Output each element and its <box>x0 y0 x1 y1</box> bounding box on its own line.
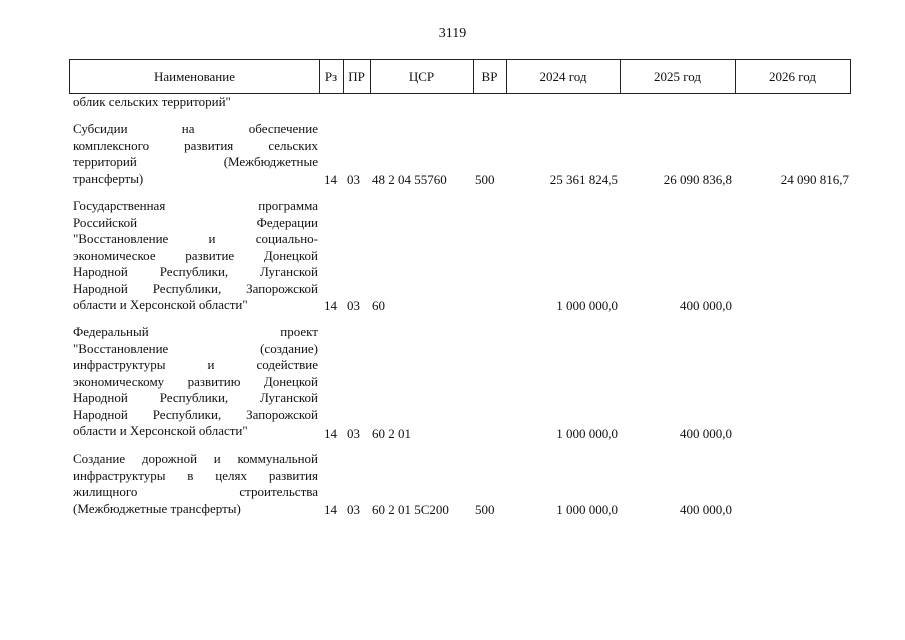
header-rz: Рз <box>324 69 338 84</box>
header-2026: 2026 год <box>769 69 816 84</box>
header-name: Наименование <box>154 69 235 84</box>
cell-pr: 03 <box>347 502 360 517</box>
cell-2025: 400 000,0 <box>680 502 732 517</box>
continuation-text: облик сельских территорий" <box>73 94 231 109</box>
cell-2025: 400 000,0 <box>680 298 732 313</box>
cell-2024: 1 000 000,0 <box>556 426 618 441</box>
header-vr: ВР <box>481 69 498 84</box>
row-name-line: Народной Республики, Луганской <box>73 264 318 279</box>
cell-rz: 14 <box>324 298 337 313</box>
row-name-line: территорий (Межбюджетные <box>73 154 318 169</box>
cell-rz: 14 <box>324 172 337 187</box>
row-name <box>73 451 318 517</box>
cell-csr: 60 2 01 <box>372 426 411 441</box>
cell-csr: 60 <box>372 298 385 313</box>
header-2024: 2024 год <box>539 69 587 84</box>
row-name <box>73 198 318 314</box>
table-header <box>69 59 851 94</box>
cell-pr: 03 <box>347 298 360 313</box>
cell-pr: 03 <box>347 172 360 187</box>
row-name-line: трансферты) <box>73 170 144 186</box>
cell-vr: 500 <box>475 172 495 187</box>
row-name-line: Народной Республики, Луганской <box>73 390 318 405</box>
row-name-line: Создание дорожной и коммунальной <box>73 451 318 466</box>
row-name-line: экономическому развитию Донецкой <box>73 373 318 389</box>
header-csr: ЦСР <box>408 69 435 84</box>
row-name-line: жилищного строительства <box>73 484 318 499</box>
row-name-line: экономическое развитие Донецкой <box>73 247 318 263</box>
cell-2026: 24 090 816,7 <box>780 172 849 187</box>
row-name-line: Федеральный проект <box>73 324 318 339</box>
cell-vr: 500 <box>475 502 495 517</box>
header-pr: ПР <box>348 69 365 84</box>
cell-csr: 48 2 04 55760 <box>372 172 447 187</box>
cell-2024: 1 000 000,0 <box>556 298 618 313</box>
cell-2024: 25 361 824,5 <box>549 172 618 187</box>
row-name-line: Российской Федерации <box>73 214 318 230</box>
row-name-line: Субсидии на обеспечение <box>73 121 318 136</box>
row-name-line: Народной Республики, Запорожской <box>73 406 318 422</box>
row-name-line: Государственная программа <box>73 198 318 213</box>
cell-rz: 14 <box>324 502 337 517</box>
row-name-line: области и Херсонской области" <box>73 297 248 312</box>
row-name-line: (Межбюджетные трансферты) <box>73 500 241 516</box>
cell-csr: 60 2 01 5С200 <box>372 502 449 517</box>
row-name-line: "Восстановление (создание) <box>73 340 318 356</box>
row-name-line: области и Херсонской области" <box>73 423 248 438</box>
row-name-line: "Восстановление и социально- <box>73 231 318 246</box>
cell-pr: 03 <box>347 426 360 441</box>
row-name-line: инфраструктуры в целях развития <box>73 467 318 483</box>
cell-2025: 26 090 836,8 <box>663 172 732 187</box>
row-name-line: Народной Республики, Запорожской <box>73 280 318 296</box>
row-name <box>73 324 318 440</box>
header-2025: 2025 год <box>654 69 701 84</box>
row-name-line: инфраструктуры и содействие <box>73 357 318 372</box>
cell-2025: 400 000,0 <box>680 426 732 441</box>
cell-rz: 14 <box>324 426 337 441</box>
row-name <box>73 121 318 187</box>
cell-2024: 1 000 000,0 <box>556 502 618 517</box>
page-number: 3119 <box>438 26 467 41</box>
row-name-line: комплексного развития сельских <box>73 137 318 153</box>
